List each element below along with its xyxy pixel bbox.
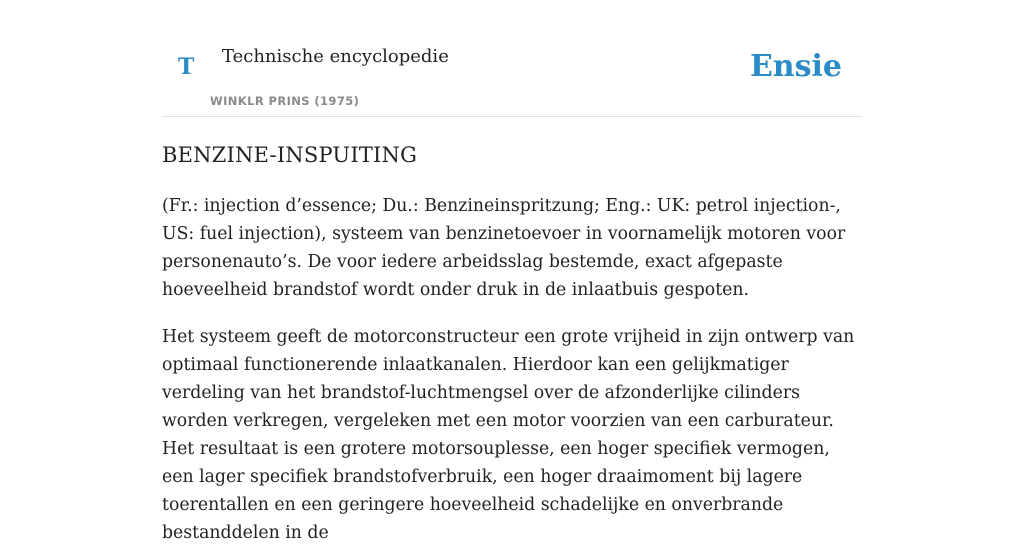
book-title-link[interactable]: Technische encyclopedie (222, 46, 449, 67)
ensie-brand-logo[interactable]: Ensie (749, 49, 842, 84)
entry-paragraph: Het systeem geeft de motorconstructeur een grote vrijheid in zijn ontwerp van optimaal functionerende inlaatkanalen. Hierdoor kan een gelijkmatiger verdeling van het brandstof-luchtmengsel over de afzonderlijke cilinders worden verkregen, vergeleken met een motor voorzien van een carburateur. Het resultaat is een grotere motorsouplesse, een hoger specifiek vermogen, een lager specifiek brandstofverbruik, een hoger draaimoment bij lagere toerentallen en een geringere hoeveelheid schadelijke en onverbrande bestanddelen in de (162, 327, 855, 543)
encyclopedia-logo-icon[interactable]: T (178, 54, 195, 80)
book-subtitle: WINKLR PRINS (1975) (210, 94, 360, 108)
entry-title: BENZINE-INSPUITING (162, 143, 418, 167)
header (162, 0, 862, 117)
article (162, 140, 862, 547)
entry-paragraph: (Fr.: injection d’essence; Du.: Benzineinspritzung; Eng.: UK: petrol injection-, US: fuel injection), systeem van benzinetoevoer in voornamelijk motoren voor personenauto’s. De voor iedere arbeidsslag bestemde, exact afgepaste hoeveelheid brandstof wordt onder druk in de inlaatbuis gespoten. (162, 196, 846, 300)
